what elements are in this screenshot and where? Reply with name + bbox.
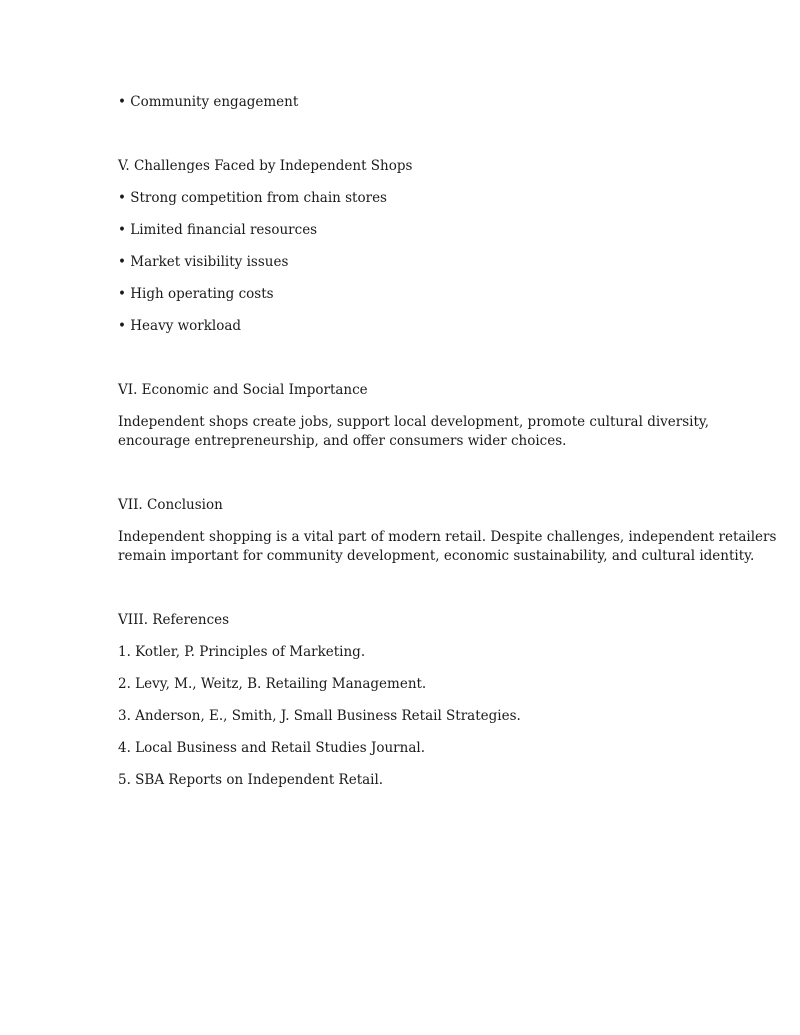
bullet-item: • High operating costs xyxy=(118,286,274,302)
reference-item: 4. Local Business and Retail Studies Journal. xyxy=(118,740,425,756)
section-vi-heading: VI. Economic and Social Importance xyxy=(118,382,368,398)
bullet-community-engagement: • Community engagement xyxy=(118,94,299,110)
bullet-item: • Heavy workload xyxy=(118,318,242,334)
section-vi-paragraph-line: encourage entrepreneurship, and offer consumers wider choices. xyxy=(118,433,567,449)
bullet-item: • Limited financial resources xyxy=(118,222,318,238)
section-viii-heading: VIII. References xyxy=(118,612,230,628)
reference-item: 5. SBA Reports on Independent Retail. xyxy=(118,772,384,788)
reference-item: 2. Levy, M., Weitz, B. Retailing Management. xyxy=(118,676,427,692)
reference-item: 1. Kotler, P. Principles of Marketing. xyxy=(118,644,366,660)
section-vii-paragraph-line: remain important for community development, economic sustainability, and cultural identity. xyxy=(118,548,755,564)
bullet-item: • Market visibility issues xyxy=(118,254,289,270)
section-vi-paragraph-line: Independent shops create jobs, support local development, promote cultural diversity, xyxy=(118,414,710,430)
section-vii-heading: VII. Conclusion xyxy=(118,497,223,513)
section-v-heading: V. Challenges Faced by Independent Shops xyxy=(118,158,413,174)
reference-item: 3. Anderson, E., Smith, J. Small Business Retail Strategies. xyxy=(118,708,521,724)
section-vii-paragraph-line: Independent shopping is a vital part of modern retail. Despite challenges, independent retailers xyxy=(118,529,777,545)
bullet-item: • Strong competition from chain stores xyxy=(118,190,387,206)
